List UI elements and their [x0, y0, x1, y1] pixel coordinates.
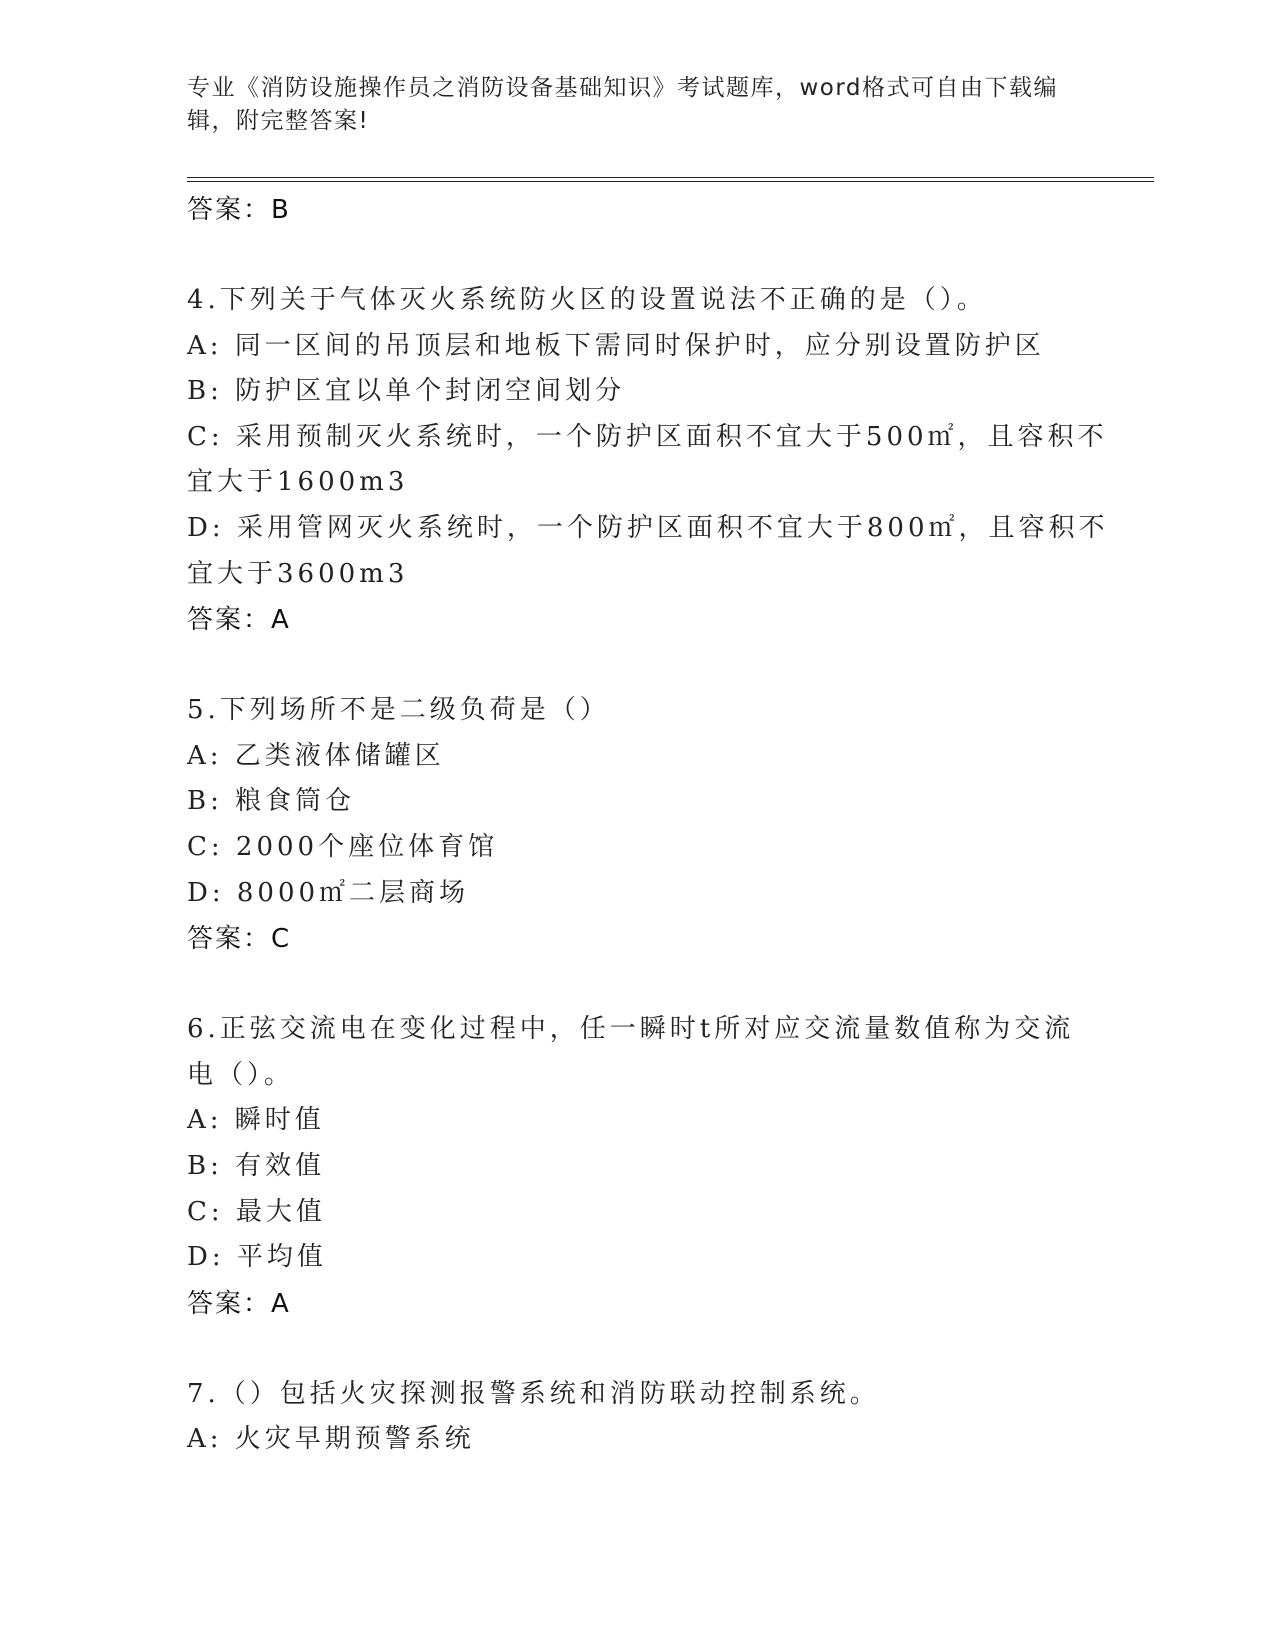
option-c: C: 最大值: [187, 1196, 326, 1227]
option-d-continued: 宜大于3600m3: [187, 558, 409, 589]
option-b: B: 有效值: [187, 1150, 326, 1181]
question-stem: 7.（）包括火灾探测报警系统和消防联动控制系统。: [187, 1378, 880, 1409]
spacer: [187, 962, 1087, 1007]
option-a: A: 同一区间的吊顶层和地板下需同时保护时，应分别设置防护区: [187, 330, 1045, 361]
option-a: A: 火灾早期预警系统: [187, 1424, 475, 1455]
answer-q3: 答案：B: [187, 195, 291, 225]
header-divider-top: [187, 177, 1154, 178]
option-c-continued: 宜大于1600m3: [187, 467, 409, 498]
option-c: C: 采用预制灭火系统时，一个防护区面积不宜大于500㎡，且容积不: [187, 421, 1108, 452]
question-stem-continued: 电（）。: [187, 1059, 295, 1090]
answer-q6: 答案：A: [187, 1288, 291, 1319]
option-c: C: 2000个座位体育馆: [187, 831, 499, 862]
question-stem: 6.正弦交流电在变化过程中，任一瞬时t所对应交流量数值称为交流: [187, 1014, 1075, 1045]
option-d: D: 8000㎡二层商场: [187, 877, 470, 908]
question-6: [187, 1007, 1087, 1327]
option-b: B: 粮食筒仓: [187, 786, 356, 817]
spacer: [187, 233, 1087, 278]
answer-q4: 答案：A: [187, 605, 291, 636]
option-d: D: 采用管网灭火系统时，一个防护区面积不宜大于800㎡，且容积不: [187, 512, 1109, 543]
question-4: [187, 278, 1109, 643]
question-stem: 4.下列关于气体灭火系统防火区的设置说法不正确的是（）。: [187, 285, 987, 315]
document-header: 专业《消防设施操作员之消防设备基础知识》考试题库，word格式可自由下载编辑，附完整答案!: [187, 75, 1059, 134]
option-d: D: 平均值: [187, 1242, 327, 1273]
question-stem: 5.下列场所不是二级负荷是（）: [187, 695, 610, 726]
option-b: B: 防护区宜以单个封闭空间划分: [187, 376, 626, 407]
answer-q5: 答案：C: [187, 924, 292, 955]
spacer: [187, 643, 1087, 688]
header-divider-bottom: [187, 181, 1154, 182]
question-7: [187, 1372, 1087, 1463]
question-list: [187, 187, 1109, 1463]
option-a: A: 乙类液体储罐区: [187, 740, 445, 771]
spacer: [187, 1327, 1087, 1372]
option-a: A: 瞬时值: [187, 1105, 325, 1136]
question-5: [187, 688, 1087, 962]
